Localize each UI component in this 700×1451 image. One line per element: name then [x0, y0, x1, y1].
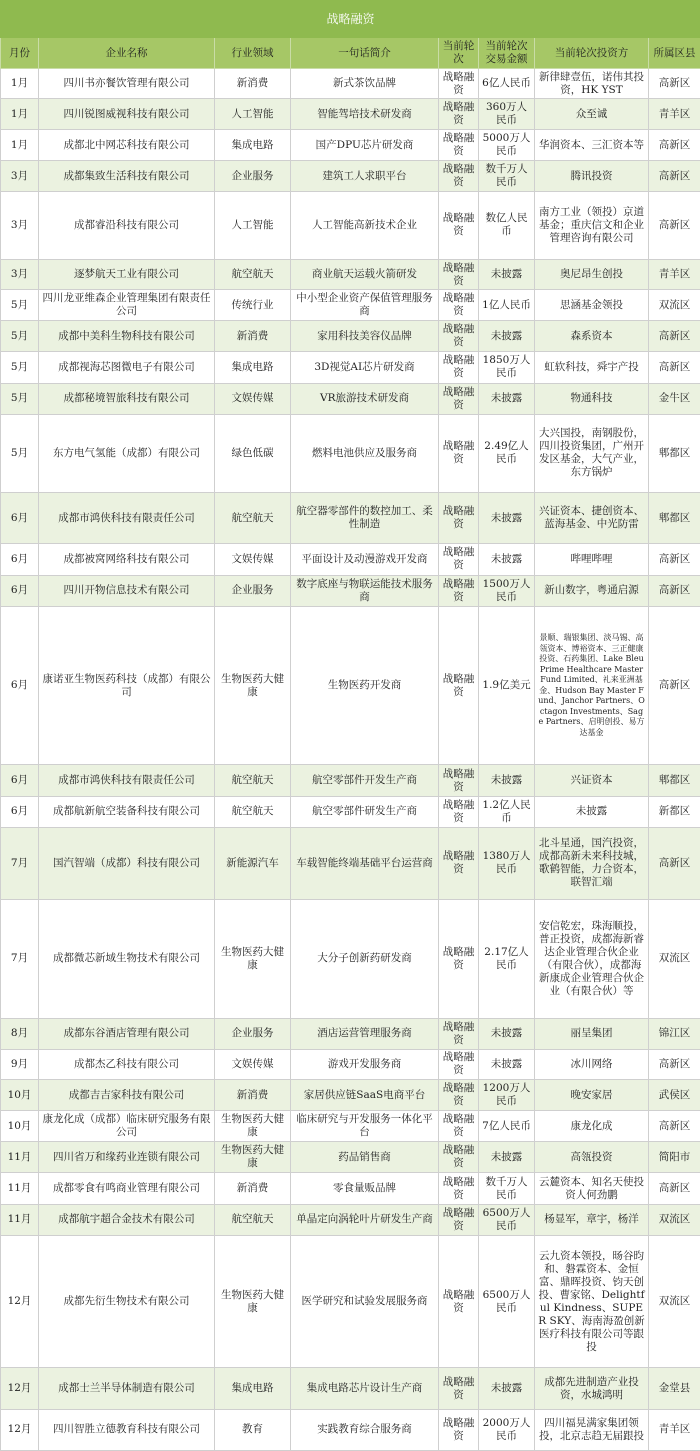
investors-cell: 新山数字，粤通启源 [535, 575, 649, 606]
table-row [1, 290, 700, 321]
company-cell: 成都先衍生物技术有限公司 [39, 1235, 215, 1368]
industry-cell: 企业服务 [215, 161, 291, 191]
round-cell: 战略融资 [439, 414, 479, 492]
intro-cell: 药品销售商 [291, 1142, 439, 1173]
intro-cell: 集成电路芯片设计生产商 [291, 1368, 439, 1409]
table-row [1, 1409, 700, 1450]
investors-cell: 未披露 [535, 796, 649, 827]
district-cell: 高新区 [649, 321, 700, 352]
round-cell: 战略融资 [439, 1049, 479, 1079]
company-cell: 四川龙亚维森企业管理集团有限责任公司 [39, 290, 215, 321]
table-title: 战略融资 [1, 1, 700, 38]
amount-cell: 数千万人民币 [479, 1173, 535, 1204]
investors-cell: 冰川网络 [535, 1049, 649, 1079]
industry-cell: 航空航天 [215, 259, 291, 289]
company-cell: 四川智胜立德教育科技有限公司 [39, 1409, 215, 1450]
company-cell: 成都市鸿侠科技有限责任公司 [39, 493, 215, 544]
month-cell: 5月 [1, 352, 39, 383]
investors-cell: 四川福晃满家集团领投，北京志趋无届跟投 [535, 1409, 649, 1450]
table-row [1, 383, 700, 414]
intro-cell: 大分子创新药研发商 [291, 900, 439, 1019]
investors-cell: 腾讯投资 [535, 161, 649, 191]
company-cell: 四川省万和缘药业连锁有限公司 [39, 1142, 215, 1173]
company-cell: 成都北中网芯科技有限公司 [39, 130, 215, 161]
table-row [1, 1173, 700, 1204]
industry-cell: 文娱传媒 [215, 544, 291, 575]
investors-cell: 丽呈集团 [535, 1018, 649, 1049]
company-cell: 四川锐图威视科技有限公司 [39, 99, 215, 130]
month-cell: 6月 [1, 493, 39, 544]
intro-cell: 燃料电池供应及服务商 [291, 414, 439, 492]
round-cell: 战略融资 [439, 1018, 479, 1049]
district-cell: 青羊区 [649, 99, 700, 130]
table-row [1, 130, 700, 161]
district-cell: 青羊区 [649, 1409, 700, 1450]
header-district: 所属区县 [649, 38, 700, 69]
intro-cell: 中小型企业资产保值管理服务商 [291, 290, 439, 321]
round-cell: 战略融资 [439, 827, 479, 899]
amount-cell: 2.17亿人民币 [479, 900, 535, 1019]
company-cell: 成都睿沿科技有限公司 [39, 191, 215, 259]
investors-cell: 思涵基金领投 [535, 290, 649, 321]
round-cell: 战略融资 [439, 352, 479, 383]
district-cell: 高新区 [649, 130, 700, 161]
intro-cell: 商业航天运载火箭研发 [291, 259, 439, 289]
investors-cell: 大兴国投，南钢股份，四川投资集团，广州开发区基金，大气产业，东方锅炉 [535, 414, 649, 492]
amount-cell: 未披露 [479, 544, 535, 575]
header-intro: 一句话简介 [291, 38, 439, 69]
table-row [1, 1049, 700, 1079]
intro-cell: 人工智能高新技术企业 [291, 191, 439, 259]
investors-cell: 南方工业（领投）京道基金；重庆信文和企业管理咨询有限公司 [535, 191, 649, 259]
industry-cell: 生物医药大健康 [215, 606, 291, 765]
district-cell: 青羊区 [649, 259, 700, 289]
month-cell: 12月 [1, 1409, 39, 1450]
month-cell: 3月 [1, 259, 39, 289]
company-cell: 成都视海芯图微电子有限公司 [39, 352, 215, 383]
investors-cell: 物通科技 [535, 383, 649, 414]
month-cell: 5月 [1, 383, 39, 414]
month-cell: 6月 [1, 544, 39, 575]
table-row [1, 69, 700, 99]
table-row [1, 321, 700, 352]
investors-cell: 高瓴投资 [535, 1142, 649, 1173]
investors-cell: 杨显军，章宇，杨洋 [535, 1204, 649, 1235]
company-cell: 东方电气氢能（成都）有限公司 [39, 414, 215, 492]
round-cell: 战略融资 [439, 606, 479, 765]
company-cell: 康诺亚生物医药科技（成都）有限公司 [39, 606, 215, 765]
district-cell: 高新区 [649, 575, 700, 606]
industry-cell: 文娱传媒 [215, 383, 291, 414]
round-cell: 战略融资 [439, 1080, 479, 1111]
table-title-row [1, 1, 700, 38]
table-row [1, 1204, 700, 1235]
industry-cell: 人工智能 [215, 99, 291, 130]
industry-cell: 新能源汽车 [215, 827, 291, 899]
table-row [1, 352, 700, 383]
district-cell: 高新区 [649, 1111, 700, 1142]
intro-cell: VR旅游技术研发商 [291, 383, 439, 414]
district-cell: 高新区 [649, 1049, 700, 1079]
round-cell: 战略融资 [439, 900, 479, 1019]
round-cell: 战略融资 [439, 544, 479, 575]
table-body [1, 69, 700, 1451]
table-row [1, 827, 700, 899]
amount-cell: 数亿人民币 [479, 191, 535, 259]
investors-cell: 北斗星通，国汽投资，成都高新未来科技城，歌鹤智能，力合资本，联智汇端 [535, 827, 649, 899]
month-cell: 6月 [1, 796, 39, 827]
intro-cell: 建筑工人求职平台 [291, 161, 439, 191]
round-cell: 战略融资 [439, 1368, 479, 1409]
intro-cell: 3D视觉AI芯片研发商 [291, 352, 439, 383]
amount-cell: 未披露 [479, 1142, 535, 1173]
table-row [1, 191, 700, 259]
amount-cell: 5000万人民币 [479, 130, 535, 161]
amount-cell: 360万人民币 [479, 99, 535, 130]
round-cell: 战略融资 [439, 1142, 479, 1173]
district-cell: 高新区 [649, 606, 700, 765]
investors-cell: 云麓资本、知名天使投资人何劲鹏 [535, 1173, 649, 1204]
investors-cell: 成都先进制造产业投资，水城鸿明 [535, 1368, 649, 1409]
industry-cell: 集成电路 [215, 130, 291, 161]
round-cell: 战略融资 [439, 796, 479, 827]
investors-cell: 新律肆壹伍，诺伟其投资，HK YST [535, 69, 649, 99]
month-cell: 12月 [1, 1235, 39, 1368]
industry-cell: 企业服务 [215, 575, 291, 606]
round-cell: 战略融资 [439, 1235, 479, 1368]
month-cell: 5月 [1, 290, 39, 321]
industry-cell: 新消费 [215, 321, 291, 352]
month-cell: 5月 [1, 414, 39, 492]
amount-cell: 未披露 [479, 1368, 535, 1409]
district-cell: 金堂县 [649, 1368, 700, 1409]
round-cell: 战略融资 [439, 69, 479, 99]
intro-cell: 智能驾培技术研发商 [291, 99, 439, 130]
table-row [1, 493, 700, 544]
industry-cell: 集成电路 [215, 352, 291, 383]
round-cell: 战略融资 [439, 575, 479, 606]
intro-cell: 医学研究和试验发展服务商 [291, 1235, 439, 1368]
amount-cell: 未披露 [479, 321, 535, 352]
company-cell: 成都微芯新域生物技术有限公司 [39, 900, 215, 1019]
header-round: 当前轮次 [439, 38, 479, 69]
intro-cell: 生物医药开发商 [291, 606, 439, 765]
amount-cell: 7亿人民币 [479, 1111, 535, 1142]
month-cell: 8月 [1, 1018, 39, 1049]
company-cell: 成都航宇超合金技术有限公司 [39, 1204, 215, 1235]
intro-cell: 单晶定向涡轮叶片研发生产商 [291, 1204, 439, 1235]
industry-cell: 生物医药大健康 [215, 1142, 291, 1173]
intro-cell: 零食量贩品牌 [291, 1173, 439, 1204]
round-cell: 战略融资 [439, 259, 479, 289]
industry-cell: 航空航天 [215, 765, 291, 796]
district-cell: 高新区 [649, 69, 700, 99]
district-cell: 郫都区 [649, 493, 700, 544]
round-cell: 战略融资 [439, 1173, 479, 1204]
district-cell: 郫都区 [649, 765, 700, 796]
table-header-row [1, 38, 700, 69]
table-row [1, 796, 700, 827]
amount-cell: 6亿人民币 [479, 69, 535, 99]
month-cell: 7月 [1, 827, 39, 899]
industry-cell: 航空航天 [215, 493, 291, 544]
intro-cell: 新式茶饮品牌 [291, 69, 439, 99]
company-cell: 成都东谷酒店管理有限公司 [39, 1018, 215, 1049]
month-cell: 9月 [1, 1049, 39, 1079]
round-cell: 战略融资 [439, 130, 479, 161]
investors-cell: 云九资本领投，旸谷昀和、磐霖资本、金恒富、鼎晖投资、钧天创投、曹家铭、Delightful Kindness、SUPER SKY、海南海盈创新医疗科技有限公司等跟投 [535, 1235, 649, 1368]
table-row [1, 1018, 700, 1049]
company-cell: 成都被窝网络科技有限公司 [39, 544, 215, 575]
month-cell: 7月 [1, 900, 39, 1019]
month-cell: 10月 [1, 1080, 39, 1111]
investors-cell: 哔哩哔哩 [535, 544, 649, 575]
amount-cell: 未披露 [479, 1018, 535, 1049]
header-amount: 当前轮次交易金额 [479, 38, 535, 69]
district-cell: 高新区 [649, 544, 700, 575]
company-cell: 成都吉吉家科技有限公司 [39, 1080, 215, 1111]
district-cell: 金牛区 [649, 383, 700, 414]
round-cell: 战略融资 [439, 383, 479, 414]
amount-cell: 未披露 [479, 259, 535, 289]
district-cell: 新都区 [649, 796, 700, 827]
amount-cell: 1850万人民币 [479, 352, 535, 383]
round-cell: 战略融资 [439, 1204, 479, 1235]
month-cell: 6月 [1, 575, 39, 606]
company-cell: 四川书亦餐饮管理有限公司 [39, 69, 215, 99]
amount-cell: 1500万人民币 [479, 575, 535, 606]
company-cell: 成都集致生活科技有限公司 [39, 161, 215, 191]
round-cell: 战略融资 [439, 290, 479, 321]
company-cell: 成都市鸿侠科技有限责任公司 [39, 765, 215, 796]
company-cell: 成都零食有鸣商业管理有限公司 [39, 1173, 215, 1204]
intro-cell: 临床研究与开发服务一体化平台 [291, 1111, 439, 1142]
header-industry: 行业领域 [215, 38, 291, 69]
round-cell: 战略融资 [439, 1111, 479, 1142]
month-cell: 1月 [1, 99, 39, 130]
table-row [1, 259, 700, 289]
industry-cell: 集成电路 [215, 1368, 291, 1409]
company-cell: 成都士兰半导体制造有限公司 [39, 1368, 215, 1409]
industry-cell: 人工智能 [215, 191, 291, 259]
amount-cell: 1200万人民币 [479, 1080, 535, 1111]
industry-cell: 绿色低碳 [215, 414, 291, 492]
district-cell: 高新区 [649, 1173, 700, 1204]
district-cell: 武侯区 [649, 1080, 700, 1111]
table-row [1, 544, 700, 575]
round-cell: 战略融资 [439, 1409, 479, 1450]
amount-cell: 1380万人民币 [479, 827, 535, 899]
intro-cell: 国产DPU芯片研发商 [291, 130, 439, 161]
round-cell: 战略融资 [439, 191, 479, 259]
table-row [1, 900, 700, 1019]
round-cell: 战略融资 [439, 321, 479, 352]
investors-cell: 康龙化成 [535, 1111, 649, 1142]
company-cell: 康龙化成（成都）临床研究服务有限公司 [39, 1111, 215, 1142]
district-cell: 高新区 [649, 827, 700, 899]
table-row [1, 1080, 700, 1111]
month-cell: 1月 [1, 130, 39, 161]
district-cell: 双流区 [649, 1204, 700, 1235]
district-cell: 高新区 [649, 352, 700, 383]
investors-cell: 奥尼昂生创投 [535, 259, 649, 289]
industry-cell: 教育 [215, 1409, 291, 1450]
intro-cell: 家用科技美容仪品牌 [291, 321, 439, 352]
table-row [1, 161, 700, 191]
industry-cell: 航空航天 [215, 796, 291, 827]
intro-cell: 家居供应链SaaS电商平台 [291, 1080, 439, 1111]
month-cell: 3月 [1, 161, 39, 191]
investors-cell: 森系资本 [535, 321, 649, 352]
month-cell: 6月 [1, 606, 39, 765]
month-cell: 11月 [1, 1142, 39, 1173]
amount-cell: 未披露 [479, 765, 535, 796]
round-cell: 战略融资 [439, 765, 479, 796]
investors-cell: 景顺、瑞银集团、淡马锡、高瓴资本、博裕资本、三正健康投资、石药集团、Lake Bleu Prime Healthcare Master Fund Limited、礼来亚洲基金、Hudson Bay Master Fund、Janchor Partners、Octagon Investments、Sage Partners、启明创投、易方达基金 [535, 606, 649, 765]
intro-cell: 酒店运营管理服务商 [291, 1018, 439, 1049]
table-row [1, 606, 700, 765]
intro-cell: 航空器零部件的数控加工、柔性制造 [291, 493, 439, 544]
district-cell: 高新区 [649, 191, 700, 259]
district-cell: 简阳市 [649, 1142, 700, 1173]
month-cell: 10月 [1, 1111, 39, 1142]
intro-cell: 游戏开发服务商 [291, 1049, 439, 1079]
company-cell: 成都中美科生物科技有限公司 [39, 321, 215, 352]
company-cell: 国汽智端（成都）科技有限公司 [39, 827, 215, 899]
month-cell: 3月 [1, 191, 39, 259]
month-cell: 12月 [1, 1368, 39, 1409]
table-row [1, 1142, 700, 1173]
company-cell: 成都秘境智旅科技有限公司 [39, 383, 215, 414]
amount-cell: 2.49亿人民币 [479, 414, 535, 492]
district-cell: 双流区 [649, 1235, 700, 1368]
industry-cell: 生物医药大健康 [215, 1111, 291, 1142]
amount-cell: 数千万人民币 [479, 161, 535, 191]
amount-cell: 1.9亿美元 [479, 606, 535, 765]
investors-cell: 兴证资本、捷创资本、蓝海基金、中光防雷 [535, 493, 649, 544]
company-cell: 成都航新航空装备科技有限公司 [39, 796, 215, 827]
header-investors: 当前轮次投资方 [535, 38, 649, 69]
header-company: 企业名称 [39, 38, 215, 69]
header-month: 月份 [1, 38, 39, 69]
amount-cell: 6500万人民币 [479, 1204, 535, 1235]
amount-cell: 未披露 [479, 1049, 535, 1079]
industry-cell: 航空航天 [215, 1204, 291, 1235]
month-cell: 5月 [1, 321, 39, 352]
investors-cell: 虹软科技，舜宇产投 [535, 352, 649, 383]
intro-cell: 平面设计及动漫游戏开发商 [291, 544, 439, 575]
intro-cell: 航空零部件开发生产商 [291, 765, 439, 796]
district-cell: 双流区 [649, 900, 700, 1019]
month-cell: 11月 [1, 1204, 39, 1235]
industry-cell: 传统行业 [215, 290, 291, 321]
company-cell: 成都杰乙科技有限公司 [39, 1049, 215, 1079]
company-cell: 逐梦航天工业有限公司 [39, 259, 215, 289]
industry-cell: 新消费 [215, 1173, 291, 1204]
table-row [1, 1368, 700, 1409]
company-cell: 四川开物信息技术有限公司 [39, 575, 215, 606]
table-row [1, 765, 700, 796]
round-cell: 战略融资 [439, 161, 479, 191]
investors-cell: 安信乾宏，珠海顺投，普正投资，成都海新睿达企业管理合伙企业（有限合伙），成都海新康成企业管理合伙企业（有限合伙）等 [535, 900, 649, 1019]
intro-cell: 航空零部件研发生产商 [291, 796, 439, 827]
industry-cell: 生物医药大健康 [215, 1235, 291, 1368]
district-cell: 锦江区 [649, 1018, 700, 1049]
industry-cell: 企业服务 [215, 1018, 291, 1049]
round-cell: 战略融资 [439, 493, 479, 544]
industry-cell: 新消费 [215, 1080, 291, 1111]
amount-cell: 未披露 [479, 493, 535, 544]
table-row [1, 1235, 700, 1368]
intro-cell: 车载智能终端基础平台运营商 [291, 827, 439, 899]
table-row [1, 1111, 700, 1142]
investors-cell: 华润资本、三汇资本等 [535, 130, 649, 161]
district-cell: 郫都区 [649, 414, 700, 492]
month-cell: 1月 [1, 69, 39, 99]
amount-cell: 未披露 [479, 383, 535, 414]
month-cell: 11月 [1, 1173, 39, 1204]
district-cell: 双流区 [649, 290, 700, 321]
month-cell: 6月 [1, 765, 39, 796]
industry-cell: 新消费 [215, 69, 291, 99]
investors-cell: 兴证资本 [535, 765, 649, 796]
district-cell: 高新区 [649, 161, 700, 191]
amount-cell: 1.2亿人民币 [479, 796, 535, 827]
table-row [1, 414, 700, 492]
amount-cell: 6500万人民币 [479, 1235, 535, 1368]
amount-cell: 1亿人民币 [479, 290, 535, 321]
investors-cell: 众至诚 [535, 99, 649, 130]
table-row [1, 575, 700, 606]
industry-cell: 生物医药大健康 [215, 900, 291, 1019]
intro-cell: 数字底座与物联运能技术服务商 [291, 575, 439, 606]
industry-cell: 文娱传媒 [215, 1049, 291, 1079]
investors-cell: 晚安家居 [535, 1080, 649, 1111]
amount-cell: 2000万人民币 [479, 1409, 535, 1450]
intro-cell: 实践教育综合服务商 [291, 1409, 439, 1450]
round-cell: 战略融资 [439, 99, 479, 130]
table-row [1, 99, 700, 130]
